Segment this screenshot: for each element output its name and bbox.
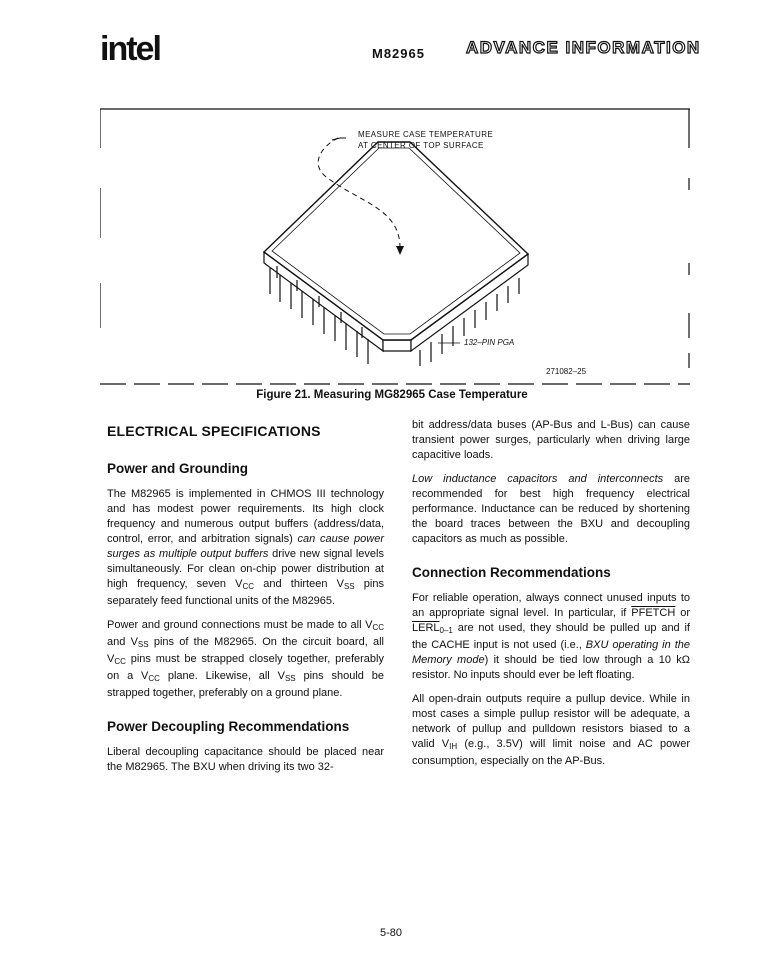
figure-caption: Figure 21. Measuring MG82965 Case Temperature <box>256 389 528 401</box>
page-number: 5-80 <box>380 927 403 939</box>
heading-power-decoupling: Power Decoupling Recommendations <box>107 719 350 734</box>
paragraph-power-1: The M82965 is implemented in CHMOS III technology and has modest power requirements. Its high clock frequency and numerous output buffers (address/data, control, error, and arbitration signals) can cause power surges as multiple output buffers drive new signal levels simultaneously. For clean on-chip power distribution at high frequency, seven $V_{CC}$ and thirteen $V_{SS}$ pins separately feed functional units of the M82965. <box>107 488 384 607</box>
paragraph-power-2: Power and ground connections must be made to all $V_{CC}$ and $V_{SS}$ pins of the M82965. On the circuit board, all $V_{CC}$ pins must be strapped closely together, preferably on a $V_{CC}$ plane. Likewise, all $V_{SS}$ pins should be strapped together, preferably on a ground plane. <box>107 619 384 699</box>
figure-ref-code: 271082–25 <box>546 367 587 376</box>
pin-count-label: 132–PIN PGA <box>464 338 515 347</box>
callout-text-line-1: MEASURE CASE TEMPERATURE <box>358 130 494 139</box>
paragraph-decoupling-3: Low inductance capacitors and interconnects are recommended for best high frequency electrical performance. Inductance can be reduced by shortening the board traces between the BXU and decoupling capacitors as much as possible. <box>412 473 690 545</box>
heading-power-grounding: Power and Grounding <box>107 461 248 476</box>
paragraph-decoupling-1: Liberal decoupling capacitance should be placed near the M82965. The BXU when driving its two 32- <box>107 746 384 773</box>
part-number: M82965 <box>372 46 425 61</box>
paragraph-connection-1: For reliable operation, always connect unused inputs to an appropriate signal level. In particular, if PFETCH or $LERL_{0-1}$ are not used, they should be pulled up and if the CACHE input is not used (i.e., BXU operating in the Memory mode) it should be tied low through a 10 kΩ resistor. No inputs should ever be left floating. <box>412 592 691 681</box>
heading-electrical-specifications: ELECTRICAL SPECIFICATIONS <box>107 423 321 439</box>
figure-21 <box>100 108 690 392</box>
advance-information-banner: ADVANCE INFORMATION <box>466 38 701 57</box>
pga-package-illustration <box>100 108 690 392</box>
intel-logo: intel <box>100 30 160 68</box>
paragraph-decoupling-2: bit address/data buses (AP-Bus and L-Bus) can cause transient power surges, particularly when driving large capacitive loads. <box>412 419 690 461</box>
left-column <box>107 424 384 784</box>
paragraph-connection-2: All open-drain outputs require a pullup device. While in most cases a simple pullup resistor will be adequate, a network of pullup and pulldown resistors biased to a valid $V_{IH}$ (e.g., 3.5V) will limit noise and AC power consumption, especially on the AP-Bus. <box>412 693 690 767</box>
heading-connection-recommendations: Connection Recommendations <box>412 565 611 580</box>
right-column <box>412 418 690 778</box>
callout-text-line-2: AT CENTER OF TOP SURFACE <box>358 141 484 150</box>
